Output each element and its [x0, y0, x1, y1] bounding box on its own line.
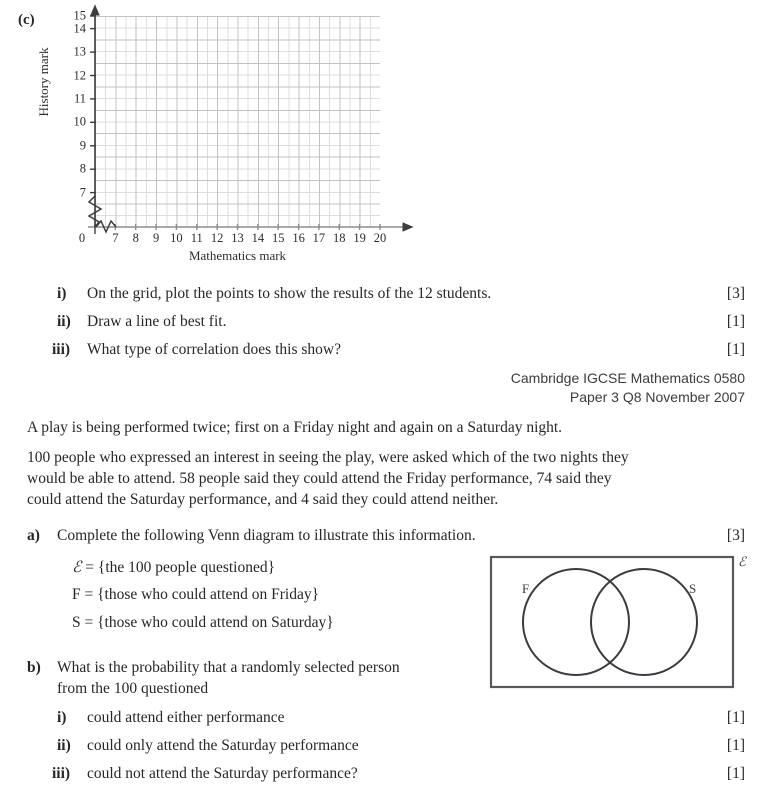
y-tick-label-10: 10: [73, 114, 86, 129]
set-definition-friday: [72, 586, 319, 604]
universal-set-definition: = {the 100 people questioned}: [81, 559, 276, 576]
part-a-marks: [3]: [726, 527, 745, 544]
part-b-item-text-i: could attend either performance: [87, 709, 285, 726]
part-b-item-text-iii: could not attend the Saturday performance?: [87, 765, 358, 782]
y-tick-label-12: 12: [73, 68, 86, 82]
chart-axes: [0, 0, 440, 270]
x-tick-label-7: 7: [112, 231, 119, 245]
part-c-item-text-iii: What type of correlation does this show?: [87, 341, 341, 358]
x-tick-label-10: 10: [170, 231, 183, 245]
x-tick-label-12: 12: [210, 231, 224, 245]
y-tick-label-11: 11: [73, 91, 86, 106]
part-b-label: b): [27, 659, 41, 676]
part-c-item-marks-ii: [1]: [726, 313, 745, 330]
x-tick-label-9: 9: [152, 231, 160, 245]
x-axis-title: Mathematics mark: [188, 248, 287, 263]
part-a-text: Complete the following Venn diagram to illustrate this information.: [57, 527, 476, 544]
part-b-item-roman-iii: iii): [52, 765, 71, 782]
x-tick-label-17: 17: [312, 231, 326, 245]
x-tick-label-18: 18: [333, 231, 346, 245]
x-tick-label-15: 15: [271, 231, 285, 245]
part-c-label: (c): [18, 12, 35, 28]
set-definition-universal: [72, 558, 275, 577]
y-tick-label-7: 7: [79, 185, 86, 200]
part-b-item-marks-i: [1]: [726, 709, 745, 726]
venn-label-friday: F: [522, 581, 530, 596]
x-tick-label-20: 20: [373, 231, 387, 245]
part-c-item-roman-ii: ii): [57, 313, 71, 330]
saturday-set-definition: = {those who could attend on Saturday}: [80, 614, 334, 631]
part-c-item-marks-i: [3]: [726, 285, 745, 302]
question-body-line-2: would be able to attend. 58 people said they could attend the Friday performance, 74 said they: [27, 470, 612, 487]
part-b-item-text-ii: could only attend the Saturday performance: [87, 737, 359, 754]
part-c-item-roman-i: i): [57, 285, 67, 302]
x-tick-label-11: 11: [190, 231, 203, 245]
origin-label: 0: [78, 231, 86, 245]
y-tick-label-13: 13: [73, 44, 86, 59]
x-tick-label-19: 19: [353, 231, 366, 245]
friday-set-symbol: F: [72, 586, 81, 603]
question-body-line-1: 100 people who expressed an interest in seeing the play, were asked which of the two nights they: [27, 449, 629, 466]
part-c-item-text-i: On the grid, plot the points to show the results of the 12 students.: [87, 285, 492, 302]
question-intro: A play is being performed twice; first on a Friday night and again on a Saturday night.: [27, 419, 563, 436]
venn-diagram: [486, 552, 768, 694]
part-b-item-marks-iii: [1]: [726, 765, 745, 782]
scatter-grid-chart: [0, 0, 440, 270]
set-definition-saturday: [72, 614, 334, 632]
part-b-item-roman-ii: ii): [57, 737, 71, 754]
venn-label-universal: ℰ: [738, 555, 746, 570]
y-tick-label-14: 14: [73, 21, 86, 36]
x-tick-label-16: 16: [292, 231, 305, 245]
y-axis-title: History mark: [36, 47, 51, 117]
part-a-label: a): [27, 527, 40, 544]
saturday-set-symbol: S: [72, 614, 81, 631]
universal-set-symbol: ℰ: [72, 558, 82, 576]
x-tick-label-14: 14: [251, 231, 265, 245]
part-b-text-line-2: from the 100 questioned: [57, 680, 209, 697]
venn-label-saturday: S: [689, 581, 697, 596]
y-tick-label-8: 8: [79, 161, 86, 176]
part-c-item-text-ii: Draw a line of best fit.: [87, 313, 227, 330]
part-c-item-marks-iii: [1]: [726, 341, 745, 358]
part-b-item-marks-ii: [1]: [726, 737, 745, 754]
friday-set-definition: = {those who could attend on Friday}: [80, 586, 320, 603]
attribution-line-1: Cambridge IGCSE Mathematics 0580: [510, 370, 745, 386]
x-tick-label-8: 8: [132, 231, 139, 245]
part-b-text-line-1: What is the probability that a randomly selected person: [57, 659, 400, 676]
y-tick-label-15: 15: [73, 8, 86, 23]
attribution-line-2: Paper 3 Q8 November 2007: [569, 389, 745, 405]
y-tick-label-9: 9: [79, 138, 86, 153]
part-c-item-roman-iii: iii): [52, 341, 71, 358]
question-body-line-3: could attend the Saturday performance, and 4 said they could attend neither.: [27, 491, 499, 508]
part-b-item-roman-i: i): [57, 709, 67, 726]
x-tick-label-13: 13: [231, 231, 244, 245]
